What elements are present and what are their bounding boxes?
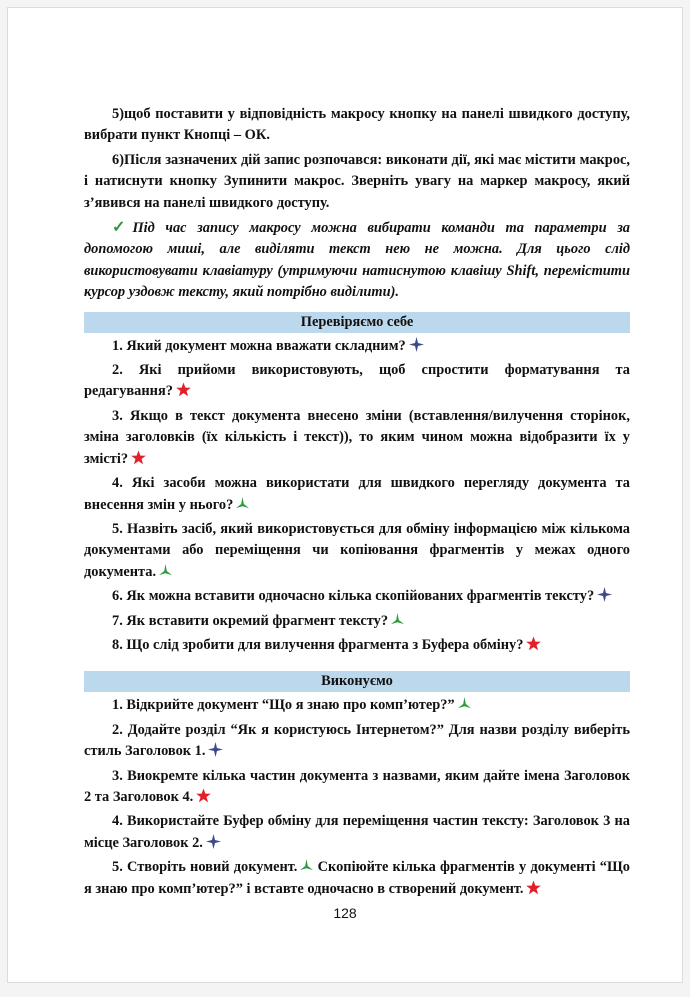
question-text: Що слід зробити для вилучення фрагмента з bbox=[126, 636, 422, 653]
task-number: 3. bbox=[112, 767, 123, 784]
question-text: Які прийоми використовують, щоб спростити форматування та редагування? bbox=[84, 362, 630, 400]
task-number: 5. bbox=[112, 859, 123, 876]
question-item bbox=[84, 406, 630, 470]
red-star-icon bbox=[131, 450, 146, 465]
task-item bbox=[84, 857, 630, 900]
task-bold-term: Буфер обміну bbox=[223, 813, 312, 830]
task-text: Скопіюйте кілька фрагментів у документі “Що я знаю про комп’ютер?” і вставте одночасно в створений документ. bbox=[84, 859, 630, 897]
task-number: 4. bbox=[112, 813, 123, 830]
intro-step-5 bbox=[84, 104, 630, 147]
green-triangle-star-icon bbox=[391, 612, 404, 627]
intro-step-6 bbox=[84, 150, 630, 214]
tasks-list bbox=[84, 695, 630, 900]
red-star-icon bbox=[176, 382, 191, 397]
page-number: 128 bbox=[333, 905, 357, 921]
question-number: 5. bbox=[112, 520, 123, 537]
note-text-end: , перемістити курсор уздовж тексту, який потрібно виділити). bbox=[84, 262, 630, 301]
question-item bbox=[84, 611, 630, 632]
textbook-page bbox=[7, 7, 683, 983]
step-text: щоб поставити у відповідність макросу кнопку на панелі швидкого доступу, вибрати пункт bbox=[84, 106, 630, 144]
green-triangle-star-icon bbox=[236, 496, 249, 511]
question-item bbox=[84, 519, 630, 583]
task-item bbox=[84, 695, 630, 716]
task-text: Відкрийте документ “Що я знаю про комп’ютер?” bbox=[126, 697, 455, 714]
question-text: Назвіть засіб, який використовується для обміну інформацією між кількома документами або переміщення чи копіювання фрагментів у межах одного документа. bbox=[84, 520, 630, 580]
note-key: Shift bbox=[506, 262, 536, 279]
question-number: 4. bbox=[112, 475, 123, 492]
question-bold-term: Буфера обміну bbox=[421, 636, 517, 653]
red-star-icon bbox=[196, 788, 211, 803]
question-text: Як вставити окремий фрагмент тексту? bbox=[126, 612, 389, 629]
task-item bbox=[84, 811, 630, 854]
question-text: Якщо в текст документа внесено зміни (вставлення/вилучення сторінок, зміна заголовків (їх кількість і текст)), то яким чином можна відобразити їх у змісті? bbox=[84, 407, 630, 467]
task-text: для переміщення частин тексту: Заголовок 3 на місце Заголовок 2. bbox=[84, 813, 631, 851]
question-number: 3. bbox=[112, 407, 123, 424]
red-star-icon bbox=[526, 880, 541, 895]
step-text-end: . Зверніть увагу на маркер макросу, який з’явився на панелі швидкого доступу. bbox=[84, 173, 630, 211]
task-text: Створіть новий документ. bbox=[127, 859, 298, 876]
task-item bbox=[84, 720, 630, 763]
section-heading-do: Виконуємо bbox=[84, 671, 630, 692]
task-text: Виокремте кілька частин документа з назвами, яким дайте імена Заголовок 2 та Заголовок 4. bbox=[84, 767, 630, 805]
question-item bbox=[84, 586, 630, 607]
checkmark-icon: ✓ bbox=[112, 219, 133, 237]
blue-four-point-star-icon bbox=[206, 834, 221, 849]
task-text: Додайте розділ “Як я користуюсь Інтернетом?” Для назви розділу виберіть стиль Заголовок 1. bbox=[84, 721, 630, 760]
section-heading-check: Перевіряємо себе bbox=[84, 312, 630, 333]
question-text: Як можна вставити одночасно кілька скопійованих фрагментів тексту? bbox=[126, 588, 595, 605]
question-number: 1. bbox=[112, 337, 123, 354]
blue-four-point-star-icon bbox=[208, 742, 223, 757]
green-triangle-star-icon bbox=[300, 858, 313, 873]
question-number: 6. bbox=[112, 588, 123, 605]
step-bold-term: Зупинити макрос bbox=[223, 173, 341, 190]
task-number: 2. bbox=[112, 721, 123, 738]
question-number: 2. bbox=[112, 362, 123, 379]
red-star-icon bbox=[526, 636, 541, 651]
green-triangle-star-icon bbox=[458, 696, 471, 711]
questions-list bbox=[84, 336, 630, 657]
question-number: 8. bbox=[112, 636, 123, 653]
note-text: Під час запису макросу можна вибирати команди та параметри за допомогою миші, але виділяти текст нею не можна. Для цього слід використовувати клавіатуру (утримуючи натиснутою клавішу bbox=[84, 220, 631, 279]
step-number: 5) bbox=[112, 106, 124, 122]
question-item bbox=[84, 360, 630, 403]
question-text: Який документ можна вважати складним? bbox=[126, 337, 406, 354]
step-number: 6) bbox=[112, 151, 124, 168]
blue-four-point-star-icon bbox=[597, 587, 612, 602]
step-bold-term: Кнопці – ОК bbox=[183, 127, 267, 144]
step-text: Після зазначених дій запис розпочався: виконати дії, які має містити макрос, і натиснути кнопку bbox=[84, 151, 630, 190]
question-text: Які засоби можна використати для швидкого перегляду документа та внесення змін у нього? bbox=[84, 475, 630, 513]
question-item bbox=[84, 635, 630, 656]
step-text-end: . bbox=[266, 127, 270, 144]
note-paragraph bbox=[84, 217, 630, 304]
question-text-end: ? bbox=[516, 636, 524, 653]
blue-four-point-star-icon bbox=[409, 337, 424, 352]
page-content bbox=[84, 104, 630, 903]
question-number: 7. bbox=[112, 612, 123, 629]
green-triangle-star-icon bbox=[159, 563, 172, 578]
task-item bbox=[84, 766, 630, 809]
task-number: 1. bbox=[112, 697, 123, 714]
task-text: Використайте bbox=[127, 813, 224, 830]
question-item bbox=[84, 336, 630, 357]
question-item bbox=[84, 473, 630, 516]
